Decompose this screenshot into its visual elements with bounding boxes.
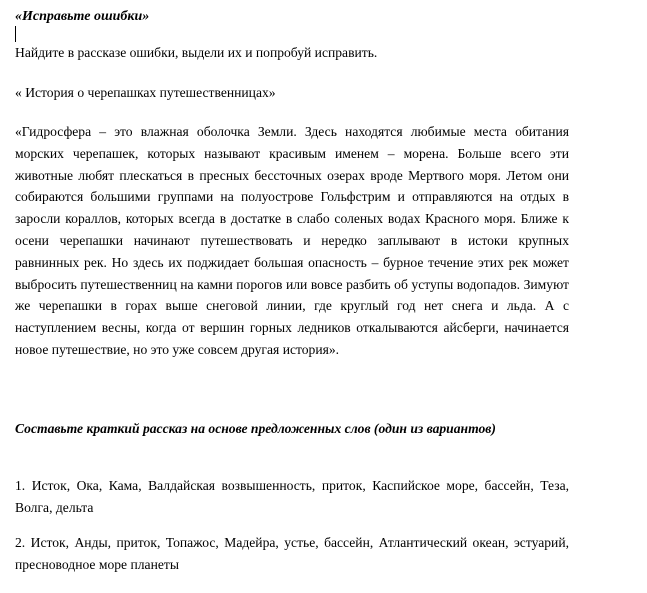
text-cursor <box>15 26 16 42</box>
document-title: «Исправьте ошибки» <box>15 9 150 24</box>
story-paragraph: «Гидросфера – это влажная оболочка Земли. Здесь находятся любимые места обитания морских черепашек, которых называют красивым именем – морена. Больше всего эти животные любят плескаться в пресных бессточных озерах вроде Мертвого моря. Летом они собираются большими группами на полуострове Гольфстрим и отправляются на отдых в заросли кораллов, которых всегда в достатке в слабо соленых водах Красного моря. Ближе к осени черепашки начинают путешествовать и нередко заплывают в истоки крупных равнинных рек. Но здесь их поджидает большая опасность – бурное течение этих рек может выбросить путешественниц на камни порогов или вовсе разбить об уступы водопадов. Зимуют же черепашки в горах выше снеговой линии, где круглый год нет снега и льда. А с наступлением весны, когда от вершин горных ледников откалываются айсберги, начинается новое путешествие, но это уже совсем другая история». <box>15 124 569 357</box>
variant-2: 2. Исток, Анды, приток, Топажос, Мадейра, устье, бассейн, Атлантический океан, эстуарий, пресноводное море планеты <box>15 535 569 572</box>
story-title: « История о черепашках путешественницах» <box>15 85 276 100</box>
variant-1: 1. Исток, Ока, Кама, Валдайская возвышенность, приток, Каспийское море, бассейн, Теза, Волга, дельта <box>15 478 569 515</box>
task-heading: Составьте краткий рассказ на основе предложенных слов (один из вариантов) <box>15 421 496 436</box>
instruction-text: Найдите в рассказе ошибки, выдели их и попробуй исправить. <box>15 45 378 60</box>
